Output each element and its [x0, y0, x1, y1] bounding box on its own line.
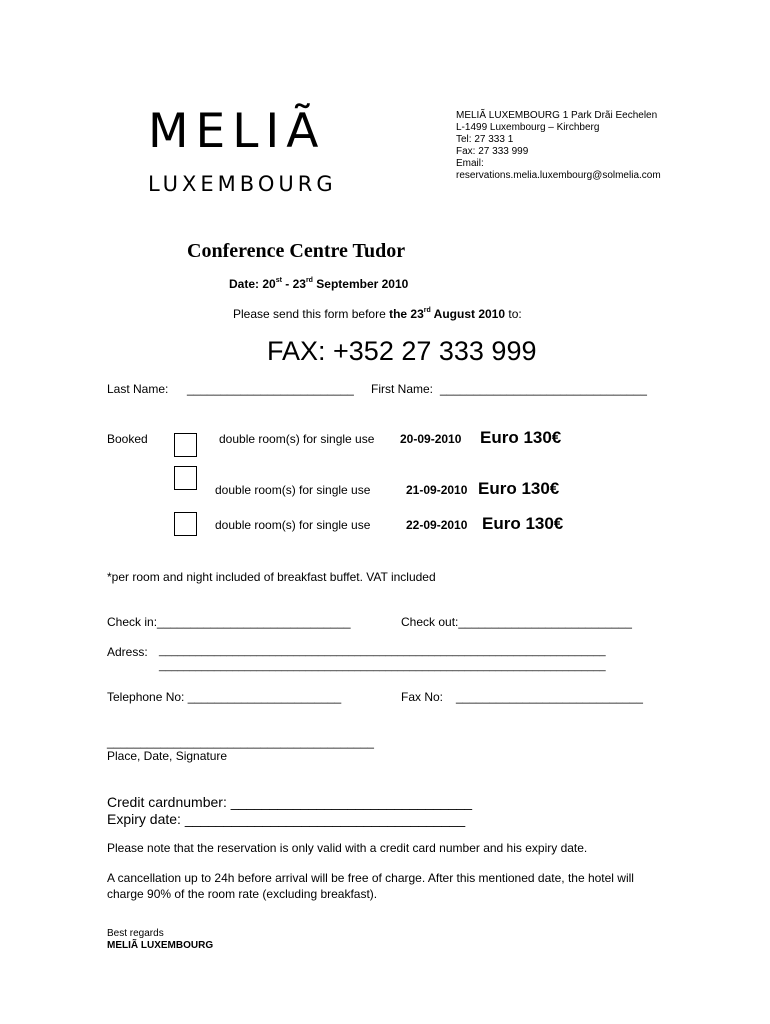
signature-field[interactable]: ________________________________________ [107, 735, 374, 749]
event-date: Date: 20st - 23rd September 2010 [229, 277, 409, 291]
contact-tel: Tel: 27 333 1 [456, 134, 514, 145]
contact-block [456, 110, 736, 182]
last-name-field[interactable]: _________________________ [187, 382, 354, 396]
booking-price-2: Euro 130€ [478, 479, 560, 498]
send-before-note: Please send this form before the 23rd August 2010 to: [233, 307, 522, 321]
hotel-logo-city: LUXEMBOURG [148, 172, 337, 196]
check-out-field[interactable]: Check out:__________________________ [401, 615, 632, 629]
booking-date-3: 22-09-2010 [406, 518, 468, 532]
booking-price-3: Euro 130€ [482, 514, 564, 533]
booking-room-2: double room(s) for single use [215, 483, 371, 497]
cancellation-note-line2: charge 90% of the room rate (excluding breakfast). [107, 887, 378, 901]
first-name-label: First Name: [371, 382, 434, 396]
booked-label: Booked [107, 432, 148, 446]
page-title: Conference Centre Tudor [187, 240, 406, 262]
booking-room-1: double room(s) for single use [219, 432, 375, 446]
fax-no-field[interactable]: ____________________________ [456, 690, 643, 704]
last-name-label: Last Name: [107, 382, 169, 396]
regards: Best regards [107, 928, 164, 939]
booking-price-1: Euro 130€ [480, 428, 562, 447]
expiry-date-field[interactable]: Expiry date: ____________________________________ [107, 811, 466, 827]
contact-address-line1: MELIÃ LUXEMBOURG 1 Park Drãi Eechelen [456, 110, 658, 121]
cancellation-note-line1: A cancellation up to 24h before arrival will be free of charge. After this mentioned date, the hotel will [107, 871, 634, 885]
address-label: Adress: [107, 645, 148, 659]
address-field-line1[interactable]: _________________________________________________________________________ [159, 645, 606, 657]
fax-number-heading: FAX: +352 27 333 999 [267, 336, 537, 366]
telephone-field[interactable]: Telephone No: _______________________ [107, 690, 342, 704]
booking-room-3: double room(s) for single use [215, 518, 371, 532]
address-field-line2[interactable]: _________________________________________________________________________ [159, 660, 606, 672]
check-in-field[interactable]: Check in:_____________________________ [107, 615, 351, 629]
price-note: *per room and night included of breakfast buffet. VAT included [107, 570, 436, 584]
validity-note: Please note that the reservation is only valid with a credit card number and his expiry date. [107, 841, 588, 855]
contact-fax: Fax: 27 333 999 [456, 146, 529, 157]
booking-checkbox-3[interactable] [174, 512, 197, 536]
booking-checkbox-2[interactable] [174, 466, 197, 490]
contact-email-label: Email: [456, 158, 484, 169]
contact-address-line2: L-1499 Luxembourg – Kirchberg [456, 122, 600, 133]
booking-date-2: 21-09-2010 [406, 483, 468, 497]
signoff: MELIÃ LUXEMBOURG [107, 940, 214, 951]
contact-email: reservations.melia.luxembourg@solmelia.com [456, 170, 661, 181]
hotel-logo-name: MELIÃ [148, 104, 326, 159]
booking-checkbox-1[interactable] [174, 433, 197, 457]
credit-card-field[interactable]: Credit cardnumber: _______________________________ [107, 794, 473, 810]
booking-date-1: 20-09-2010 [400, 432, 462, 446]
first-name-field[interactable]: _______________________________ [440, 382, 647, 396]
fax-no-label: Fax No: [401, 690, 444, 704]
signature-label: Place, Date, Signature [107, 749, 228, 763]
